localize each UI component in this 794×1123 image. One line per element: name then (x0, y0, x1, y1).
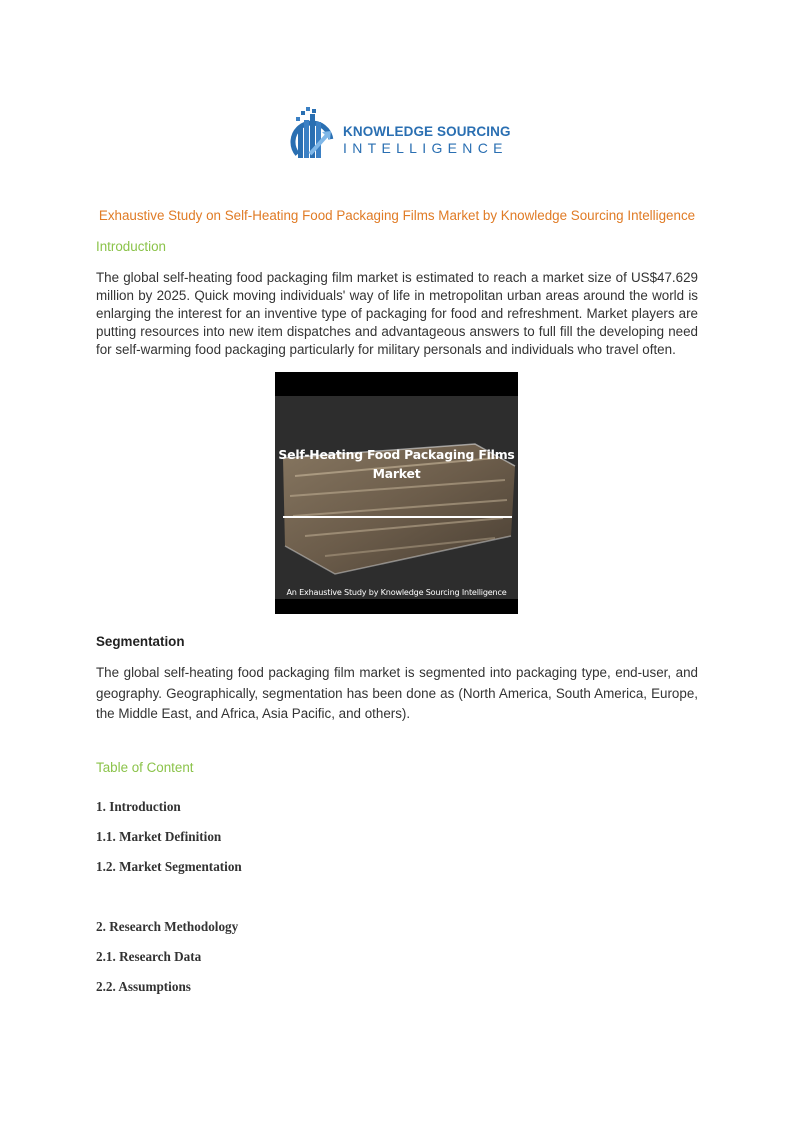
market-cover-image (275, 372, 518, 614)
logo-line-1: KNOWLEDGE SOURCING (343, 124, 511, 139)
cover-title-line-1: Self-Heating Food Packaging Films (278, 447, 515, 462)
segmentation-heading: Segmentation (96, 634, 185, 649)
intro-paragraph: The global self-heating food packaging film market is estimated to reach a market size of US$47.629 million by 2025. Quick moving individuals' way of life in metropolitan urban areas around the world is enlarging the interest for an inventive type of packaging for food and refreshment. Market players are putting resources into new item dispatches and advantageous answers to full fill the developing need for self-warming food packaging particularly for military personals and individuals who travel often. (96, 270, 698, 358)
document-title: Exhaustive Study on Self-Heating Food Packaging Films Market by Knowledge Sourcing Intelligence (98, 208, 696, 223)
intro-heading: Introduction (96, 239, 166, 254)
toc-item: 2.1. Research Data (96, 949, 202, 964)
cover-title-line-2: Market (372, 466, 421, 481)
logo-line-2: INTELLIGENCE (343, 140, 508, 156)
toc-item: 1.2. Market Segmentation (96, 859, 242, 874)
toc-item: 2. Research Methodology (96, 919, 239, 934)
cover-caption: An Exhaustive Study by Knowledge Sourcing Intelligence (286, 587, 507, 597)
cover-background (275, 396, 518, 599)
bread-illustration (275, 396, 518, 599)
cover-divider (283, 516, 512, 518)
toc-item: 2.2. Assumptions (96, 979, 191, 994)
bar-chart-arrow-icon (290, 104, 340, 168)
toc-item: 1.1. Market Definition (96, 829, 222, 844)
cover-title (275, 445, 518, 483)
segmentation-paragraph: The global self-heating food packaging film market is segmented into packaging type, end-user, and geography. Geographically, segmentation has been done as (North America, South America, Europe, the Middle East, and Africa, Asia Pacific, and others). (96, 665, 698, 722)
company-logo (290, 104, 510, 168)
toc-heading: Table of Content (96, 760, 194, 775)
toc-item: 1. Introduction (96, 799, 181, 814)
